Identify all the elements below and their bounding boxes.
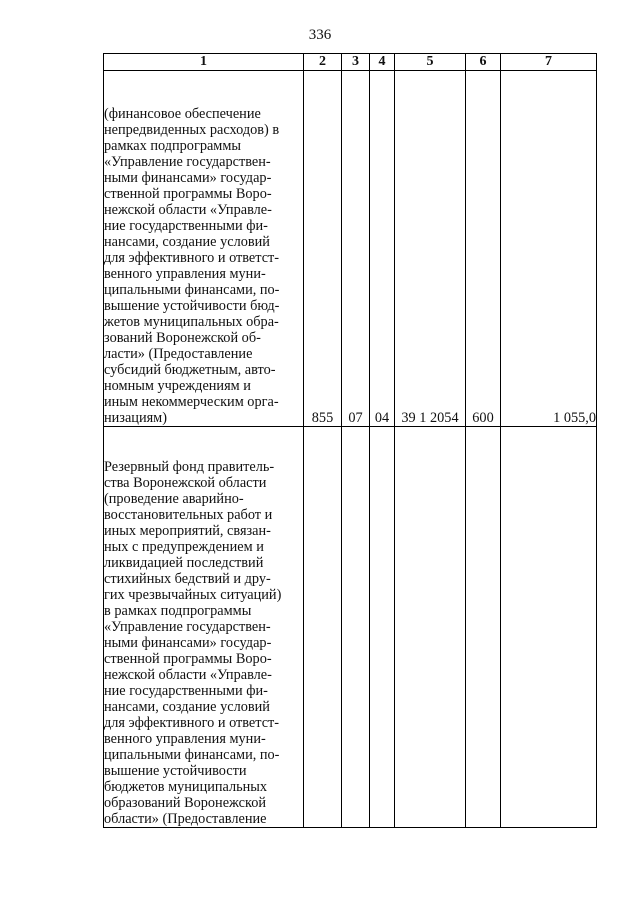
description-line: низациям) <box>104 410 167 426</box>
description-line: непредвиденных расходов) в <box>104 122 280 138</box>
description-line: для эффективного и ответст- <box>104 715 280 731</box>
description-line: иных мероприятий, связан- <box>104 523 271 539</box>
description-line: ципальными финансами, по- <box>104 282 280 298</box>
ministry-code <box>304 427 342 828</box>
row-description <box>104 427 304 828</box>
column-header: 1 <box>104 54 304 71</box>
expense-type-code: 600 <box>466 71 501 427</box>
description-line: ными финансами» государ- <box>104 635 272 651</box>
description-line: (финансовое обеспечение <box>104 106 261 122</box>
subsection-code: 04 <box>370 71 395 427</box>
description-line: венного управления муни- <box>104 731 266 747</box>
description-line: ласти» (Предоставление <box>104 346 253 362</box>
page-number: 336 <box>308 27 332 43</box>
description-line: ными финансами» государ- <box>104 170 272 186</box>
description-line: ственной программы Воро- <box>104 651 272 667</box>
description-line: ства Воронежской области <box>104 475 267 491</box>
target-article-code <box>395 427 466 828</box>
expense-type-code <box>466 427 501 828</box>
description-line: образований Воронежской <box>104 795 267 811</box>
description-line: нансами, создание условий <box>104 699 270 715</box>
header-row <box>104 54 597 71</box>
ministry-code: 855 <box>304 71 342 427</box>
description-line: бюджетов муниципальных <box>104 779 268 795</box>
description-line: иным некоммерческим орга- <box>104 394 279 410</box>
description-line: «Управление государствен- <box>104 619 271 635</box>
description-line: «Управление государствен- <box>104 154 271 170</box>
budget-table <box>103 53 597 828</box>
description-line: зований Воронежской об- <box>104 330 261 346</box>
description-line: гих чрезвычайных ситуаций) <box>104 587 282 603</box>
column-header: 5 <box>395 54 466 71</box>
column-header: 3 <box>342 54 370 71</box>
description-line: венного управления муни- <box>104 266 266 282</box>
section-code: 07 <box>342 71 370 427</box>
section-code <box>342 427 370 828</box>
column-header: 2 <box>304 54 342 71</box>
table-row <box>104 427 597 828</box>
description-line: области» (Предоставление <box>104 811 267 827</box>
description-line: жетов муниципальных обра- <box>104 314 279 330</box>
table-row <box>104 71 597 427</box>
description-line: ственной программы Воро- <box>104 186 272 202</box>
description-line: нежской области «Управле- <box>104 202 272 218</box>
column-header: 4 <box>370 54 395 71</box>
description-line: ние государственными фи- <box>104 683 268 699</box>
description-line: Резервный фонд правитель- <box>104 459 275 475</box>
description-line: ние государственными фи- <box>104 218 268 234</box>
column-header: 6 <box>466 54 501 71</box>
description-line: ципальными финансами, по- <box>104 747 280 763</box>
description-line: нансами, создание условий <box>104 234 270 250</box>
description-line: вышение устойчивости <box>104 763 247 779</box>
description-line: восстановительных работ и <box>104 507 273 523</box>
description-line: стихийных бедствий и дру- <box>104 571 271 587</box>
subsection-code <box>370 427 395 828</box>
description-line: субсидий бюджетным, авто- <box>104 362 276 378</box>
amount-value <box>501 427 597 828</box>
description-line: ных с предупреждением и <box>104 539 264 555</box>
description-line: рамках подпрограммы <box>104 138 242 154</box>
row-description <box>104 71 304 427</box>
description-line: номным учреждениям и <box>104 378 251 394</box>
column-header: 7 <box>501 54 597 71</box>
amount-value: 1 055,0 <box>501 71 597 427</box>
description-line: вышение устойчивости бюд- <box>104 298 280 314</box>
description-line: (проведение аварийно- <box>104 491 244 507</box>
description-line: нежской области «Управле- <box>104 667 272 683</box>
target-article-code: 39 1 2054 <box>395 71 466 427</box>
description-line: ликвидацией последствий <box>104 555 264 571</box>
description-line: для эффективного и ответст- <box>104 250 280 266</box>
description-line: в рамках подпрограммы <box>104 603 252 619</box>
